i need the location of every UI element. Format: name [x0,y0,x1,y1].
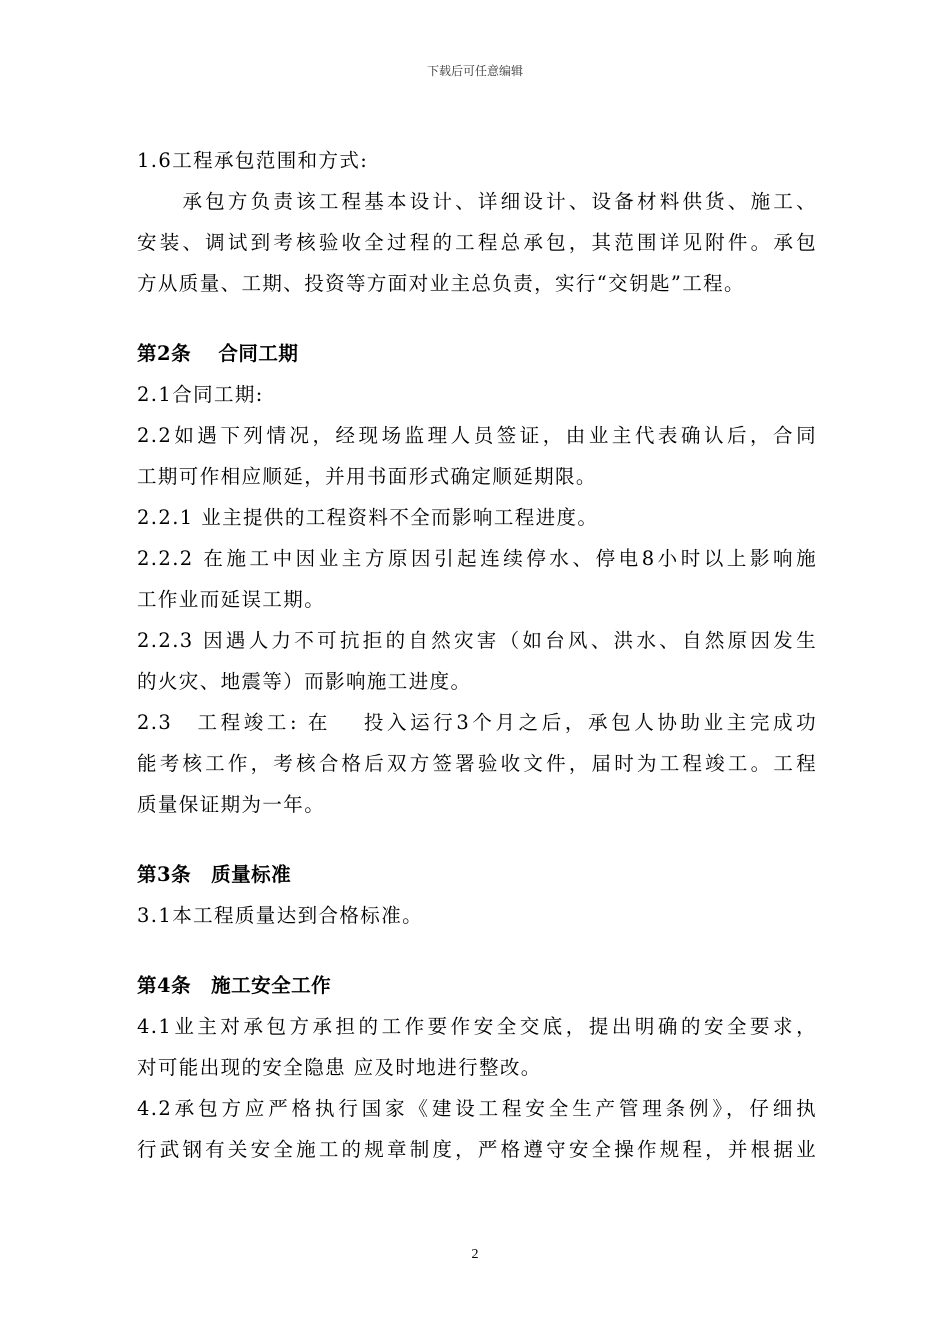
clause-2-2-1: 2.2.1 业主提供的工程资料不全而影响工程进度。 [137,506,599,529]
paragraph-line: 承包方负责该工程基本设计、详细设计、设备材料供货、施工、 [137,190,817,213]
paragraph-line: 质量保证期为一年。 [137,793,326,816]
document-body [137,140,817,1170]
paragraph-line: 行武钢有关安全施工的规章制度，严格遵守安全操作规程，并根据业 [137,1138,817,1161]
paragraph-line: 对可能出现的安全隐患 应及时地进行整改。 [137,1056,542,1079]
page-number: 2 [471,1247,479,1262]
section-heading-3: 第3条 质量标准 [137,863,292,886]
clause-4-1: 4.1业主对承包方承担的工作要作安全交底，提出明确的安全要求， [137,1015,817,1038]
clause-2-3: 2.3 工程竣工: 在 投入运行3个月之后，承包人协助业主完成功 [137,711,817,734]
clause-2-2-2: 2.2.2 在施工中因业主方原因引起连续停水、停电8小时以上影响施 [137,547,817,570]
paragraph-line: 方从质量、工期、投资等方面对业主总负责，实行“交钥匙”工程。 [137,272,745,295]
section-heading-2: 第2条 合同工期 [137,342,299,365]
paragraph-line: 的火灾、地震等）而影响施工进度。 [137,670,472,693]
page-header: 下载后可任意编辑 [426,64,523,78]
paragraph-line: 工作业而延误工期。 [137,588,326,611]
clause-2-1: 2.1合同工期: [137,383,264,406]
paragraph-line: 安装、调试到考核验收全过程的工程总承包，其范围详见附件。承包 [137,231,817,254]
clause-2-2: 2.2如遇下列情况，经现场监理人员签证，由业主代表确认后，合同 [137,424,817,447]
paragraph-line: 工期可作相应顺延，并用书面形式确定顺延期限。 [137,465,597,488]
paragraph-line: 能考核工作，考核合格后双方签署验收文件，届时为工程竣工。工程 [137,752,817,775]
clause-4-2: 4.2承包方应严格执行国家《建设工程安全生产管理条例》，仔细执 [137,1097,817,1120]
clause-3-1: 3.1本工程质量达到合格标准。 [137,904,424,927]
clause-1-6-title: 1.6工程承包范围和方式: [137,149,369,172]
section-heading-4: 第4条 施工安全工作 [137,974,332,997]
clause-2-2-3: 2.2.3 因遇人力不可抗拒的自然灾害（如台风、洪水、自然原因发生 [137,629,817,652]
